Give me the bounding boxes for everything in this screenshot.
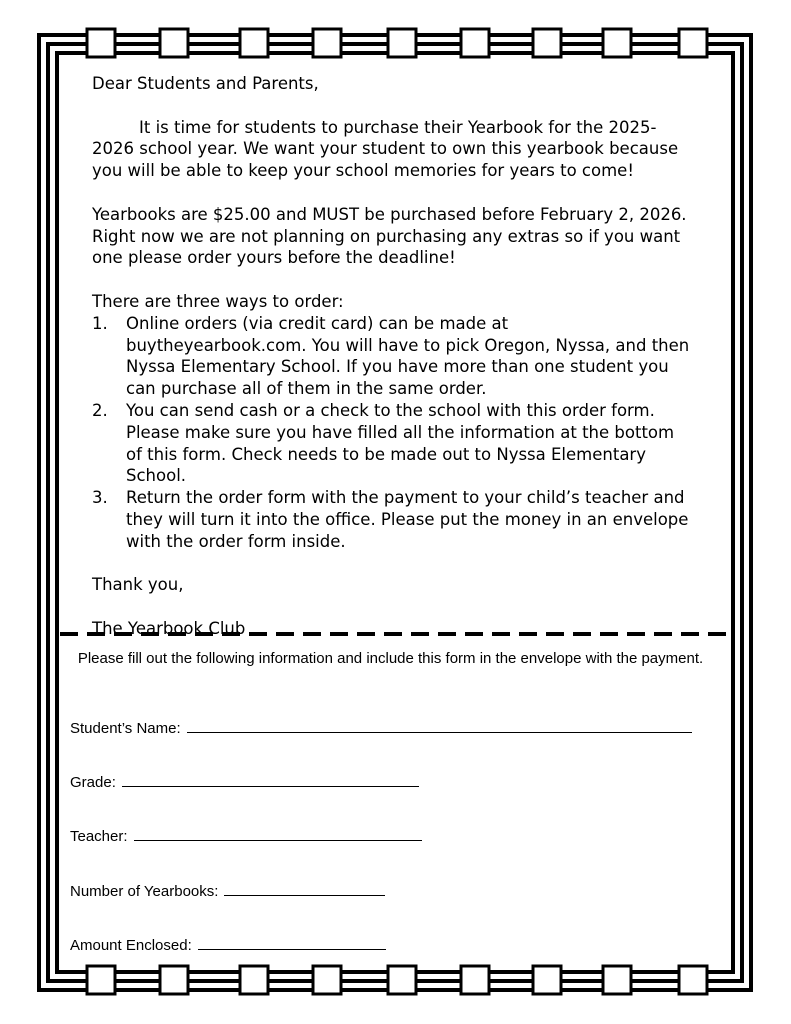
list-text: Online orders (via credit card) can be made at buytheyearbook.com. You will have to pick Oregon, Nyssa, and then Nyssa Elementary School. If you have more than one student you can purchase all of them in the same order. xyxy=(126,313,690,399)
teacher-field xyxy=(70,824,422,847)
list-text: Return the order form with the payment to your child’s teacher and they will turn it into the office. Please put the money in an envelope with the order form inside. xyxy=(126,488,689,551)
intro-paragraph: It is time for students to purchase their Yearbook for the 2025-2026 school year. We want your student to own this yearbook because you will be able to keep your school memories for years to come! xyxy=(92,117,679,181)
list-number: 1. xyxy=(92,313,108,333)
student-name-input[interactable] xyxy=(187,716,692,733)
closing: Thank you, xyxy=(92,575,184,595)
amount-enclosed-field xyxy=(70,933,386,956)
grade-field xyxy=(70,770,419,793)
field-label: Grade: xyxy=(70,774,116,791)
teacher-input[interactable] xyxy=(134,824,422,841)
list-item xyxy=(92,487,692,552)
field-label: Student’s Name: xyxy=(70,720,181,737)
field-label: Amount Enclosed: xyxy=(70,937,192,954)
list-number: 2. xyxy=(92,400,108,420)
order-form xyxy=(70,648,711,954)
order-ways-list xyxy=(92,313,692,553)
form-instructions: Please fill out the following information and include this form in the envelope with the payment. xyxy=(77,650,704,667)
student-name-field xyxy=(70,716,692,739)
field-label: Number of Yearbooks: xyxy=(70,883,219,900)
grade-input[interactable] xyxy=(122,770,419,787)
field-label: Teacher: xyxy=(70,828,128,845)
list-item xyxy=(92,313,692,400)
amount-enclosed-input[interactable] xyxy=(198,933,386,950)
letter-body xyxy=(92,73,692,640)
price-paragraph: Yearbooks are $25.00 and MUST be purchased before February 2, 2026. Right now we are not planning on purchasing any extras so if you want one please order yours before the deadline! xyxy=(92,204,687,268)
list-item xyxy=(92,400,692,487)
list-number: 3. xyxy=(92,488,108,508)
greeting: Dear Students and Parents, xyxy=(92,74,319,93)
ways-heading: There are three ways to order: xyxy=(92,291,344,311)
number-of-yearbooks-input[interactable] xyxy=(224,879,385,896)
number-of-yearbooks-field xyxy=(70,879,385,902)
signature: The Yearbook Club xyxy=(92,618,246,638)
list-text: You can send cash or a check to the school with this order form. Please make sure you have filled all the information at the bottom of this form. Check needs to be made out to Nyssa Elementary School. xyxy=(126,400,675,486)
